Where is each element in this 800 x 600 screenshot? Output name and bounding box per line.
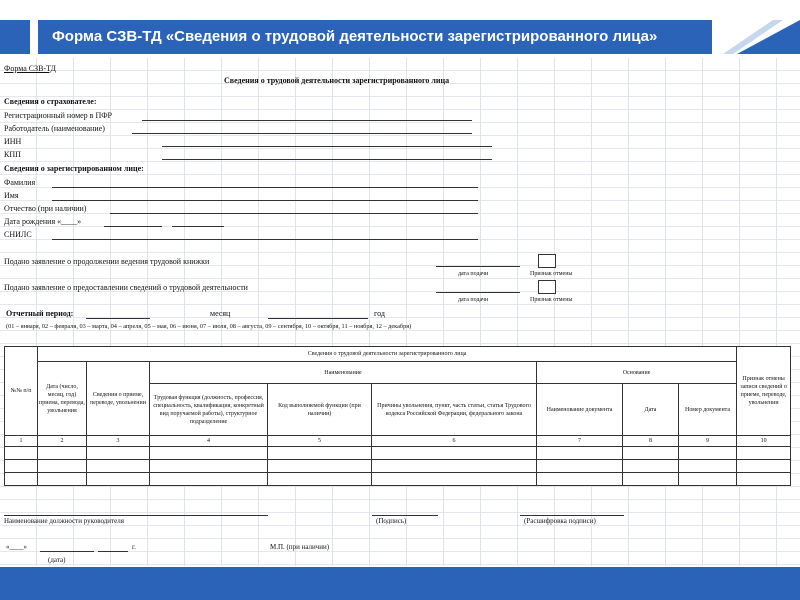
period-year-label: год	[374, 309, 385, 318]
corner-decoration	[723, 20, 800, 54]
naming-header: Наименование	[150, 362, 537, 384]
snils-label: СНИЛС	[4, 230, 32, 239]
col-index: 2	[38, 436, 87, 447]
table-cell[interactable]	[537, 447, 623, 460]
surname-field[interactable]	[52, 187, 478, 188]
signature-field[interactable]	[372, 515, 438, 516]
work-activity-table	[4, 346, 791, 486]
position-field[interactable]	[4, 515, 268, 516]
months-hint: (01 – января, 02 – февраля, 03 – марта, 04 – апреля, 05 – мая, 06 – июня, 07 – июля, 08 – августа, 09 – сентября, 10 – октября, 11 – ноября, 12 – декабря)	[6, 323, 412, 330]
reg-number-label: Регистрационный номер в ПФР	[4, 111, 112, 120]
table-cell[interactable]	[5, 473, 38, 486]
table-cell[interactable]	[623, 473, 679, 486]
form-heading: Сведения о трудовой деятельности зарегистрированного лица	[224, 76, 450, 85]
provide-info-label: Подано заявление о предоставлении сведений о трудовой деятельности	[4, 283, 248, 292]
provide-date-field[interactable]	[436, 292, 520, 293]
table-cell[interactable]	[87, 447, 150, 460]
table-cell[interactable]	[679, 460, 737, 473]
table-cell[interactable]	[38, 447, 87, 460]
table-cell[interactable]	[87, 473, 150, 486]
continue-book-label: Подано заявление о продолжении ведения трудовой книжки	[4, 257, 210, 266]
col-index: 7	[537, 436, 623, 447]
slide-left-accent	[0, 20, 30, 54]
table-cell[interactable]	[38, 460, 87, 473]
col-index: 8	[623, 436, 679, 447]
col-doc-name-header: Наименование документа	[537, 384, 623, 436]
table-row	[5, 460, 791, 473]
inn-field[interactable]	[162, 146, 492, 147]
table-cell[interactable]	[87, 460, 150, 473]
person-section: Сведения о зарегистрированном лице:	[4, 164, 144, 173]
table-cell[interactable]	[679, 447, 737, 460]
col-doc-num-header: Номер документа	[679, 384, 737, 436]
table-cell[interactable]	[737, 460, 791, 473]
col-function-header: Трудовая функция (должность, профессия, специальность, квалификация, конкретный вид поручаемой работы), структурное подразделение	[150, 384, 268, 436]
decoding-caption: (Расшифровка подписи)	[524, 517, 596, 525]
provide-cancel-checkbox[interactable]	[538, 280, 556, 294]
surname-label: Фамилия	[4, 178, 36, 187]
col-reason-header: Причины увольнения, пункт, часть статьи, статья Трудового кодекса Российской Федерации, федерального закона	[372, 384, 537, 436]
table-cell[interactable]	[5, 447, 38, 460]
footer-date-day: «____»	[6, 543, 27, 551]
patronymic-field[interactable]	[110, 213, 478, 214]
footer-g: г.	[132, 543, 136, 551]
basis-header: Основание	[537, 362, 737, 384]
patronymic-label: Отчество (при наличии)	[4, 204, 87, 213]
table-cell[interactable]	[537, 473, 623, 486]
col-number-header: №№ п/п	[5, 347, 38, 436]
form-sheet	[0, 58, 800, 566]
continue-cancel-checkbox[interactable]	[538, 254, 556, 268]
birth-date-label: Дата рождения «____»	[4, 217, 82, 226]
continue-date-field[interactable]	[436, 266, 520, 267]
birth-year-field[interactable]	[172, 226, 224, 227]
reg-number-field[interactable]	[142, 120, 472, 121]
period-year-field[interactable]	[268, 318, 368, 319]
decoding-field[interactable]	[520, 515, 624, 516]
col-index: 5	[268, 436, 372, 447]
table-cell[interactable]	[38, 473, 87, 486]
footer-date-month-field[interactable]	[40, 551, 94, 552]
col-index: 10	[737, 436, 791, 447]
table-cell[interactable]	[372, 460, 537, 473]
table-cell[interactable]	[623, 447, 679, 460]
col-code-header: Код выполняемой функции (при наличии)	[268, 384, 372, 436]
form-label: Форма СЗВ-ТД	[4, 64, 56, 73]
employer-field[interactable]	[132, 133, 472, 134]
table-cell[interactable]	[737, 473, 791, 486]
col-event-header: Сведения о приеме, переводе, увольнении	[87, 362, 150, 436]
position-caption: Наименование должности руководителя	[4, 517, 124, 525]
table-cell[interactable]	[537, 460, 623, 473]
continue-cancel-caption: Признак отмены	[530, 271, 573, 277]
table-cell[interactable]	[737, 447, 791, 460]
provide-date-caption: дата подачи	[458, 297, 489, 303]
table-row	[5, 473, 791, 486]
provide-cancel-caption: Признак отмены	[530, 297, 573, 303]
birth-month-field[interactable]	[104, 226, 162, 227]
col-cancel-header: Признак отмены записи сведений о приеме, переводе, увольнении	[737, 347, 791, 436]
col-doc-date-header: Дата	[623, 384, 679, 436]
table-cell[interactable]	[150, 447, 268, 460]
table-row	[5, 447, 791, 460]
stamp-label: М.П. (при наличии)	[270, 543, 330, 551]
bottom-bar	[0, 567, 800, 600]
col-index: 1	[5, 436, 38, 447]
col-index: 4	[150, 436, 268, 447]
period-month-label: месяц	[210, 309, 231, 318]
date-caption: (дата)	[48, 556, 66, 564]
kpp-field[interactable]	[162, 159, 492, 160]
table-cell[interactable]	[372, 473, 537, 486]
table-main-header: Сведения о трудовой деятельности зарегистрированного лица	[38, 347, 737, 362]
table-cell[interactable]	[679, 473, 737, 486]
name-label: Имя	[4, 191, 19, 200]
period-field[interactable]	[86, 318, 150, 319]
footer-date-year-field[interactable]	[98, 551, 128, 552]
table-cell[interactable]	[623, 460, 679, 473]
table-cell[interactable]	[150, 460, 268, 473]
table-cell[interactable]	[372, 447, 537, 460]
snils-field[interactable]	[52, 239, 478, 240]
insurer-section: Сведения о страхователе:	[4, 97, 97, 106]
continue-date-caption: дата подачи	[458, 271, 489, 277]
table-cell[interactable]	[5, 460, 38, 473]
col-index: 9	[679, 436, 737, 447]
table-cell[interactable]	[268, 447, 372, 460]
table-cell[interactable]	[150, 473, 268, 486]
col-date-header: Дата (число, месяц, год) приема, перевода, увольнения	[38, 362, 87, 436]
table-cell[interactable]	[268, 473, 372, 486]
slide-title: Форма СЗВ-ТД «Сведения о трудовой деятельности зарегистрированного лица»	[38, 20, 712, 54]
col-index: 6	[372, 436, 537, 447]
col-index: 3	[87, 436, 150, 447]
name-field[interactable]	[52, 200, 478, 201]
inn-label: ИНН	[4, 137, 22, 146]
kpp-label: КПП	[4, 150, 21, 159]
employer-label: Работодатель (наименование)	[4, 124, 105, 133]
table-cell[interactable]	[268, 460, 372, 473]
period-label: Отчетный период:	[6, 309, 74, 318]
signature-caption: (Подпись)	[376, 517, 407, 525]
